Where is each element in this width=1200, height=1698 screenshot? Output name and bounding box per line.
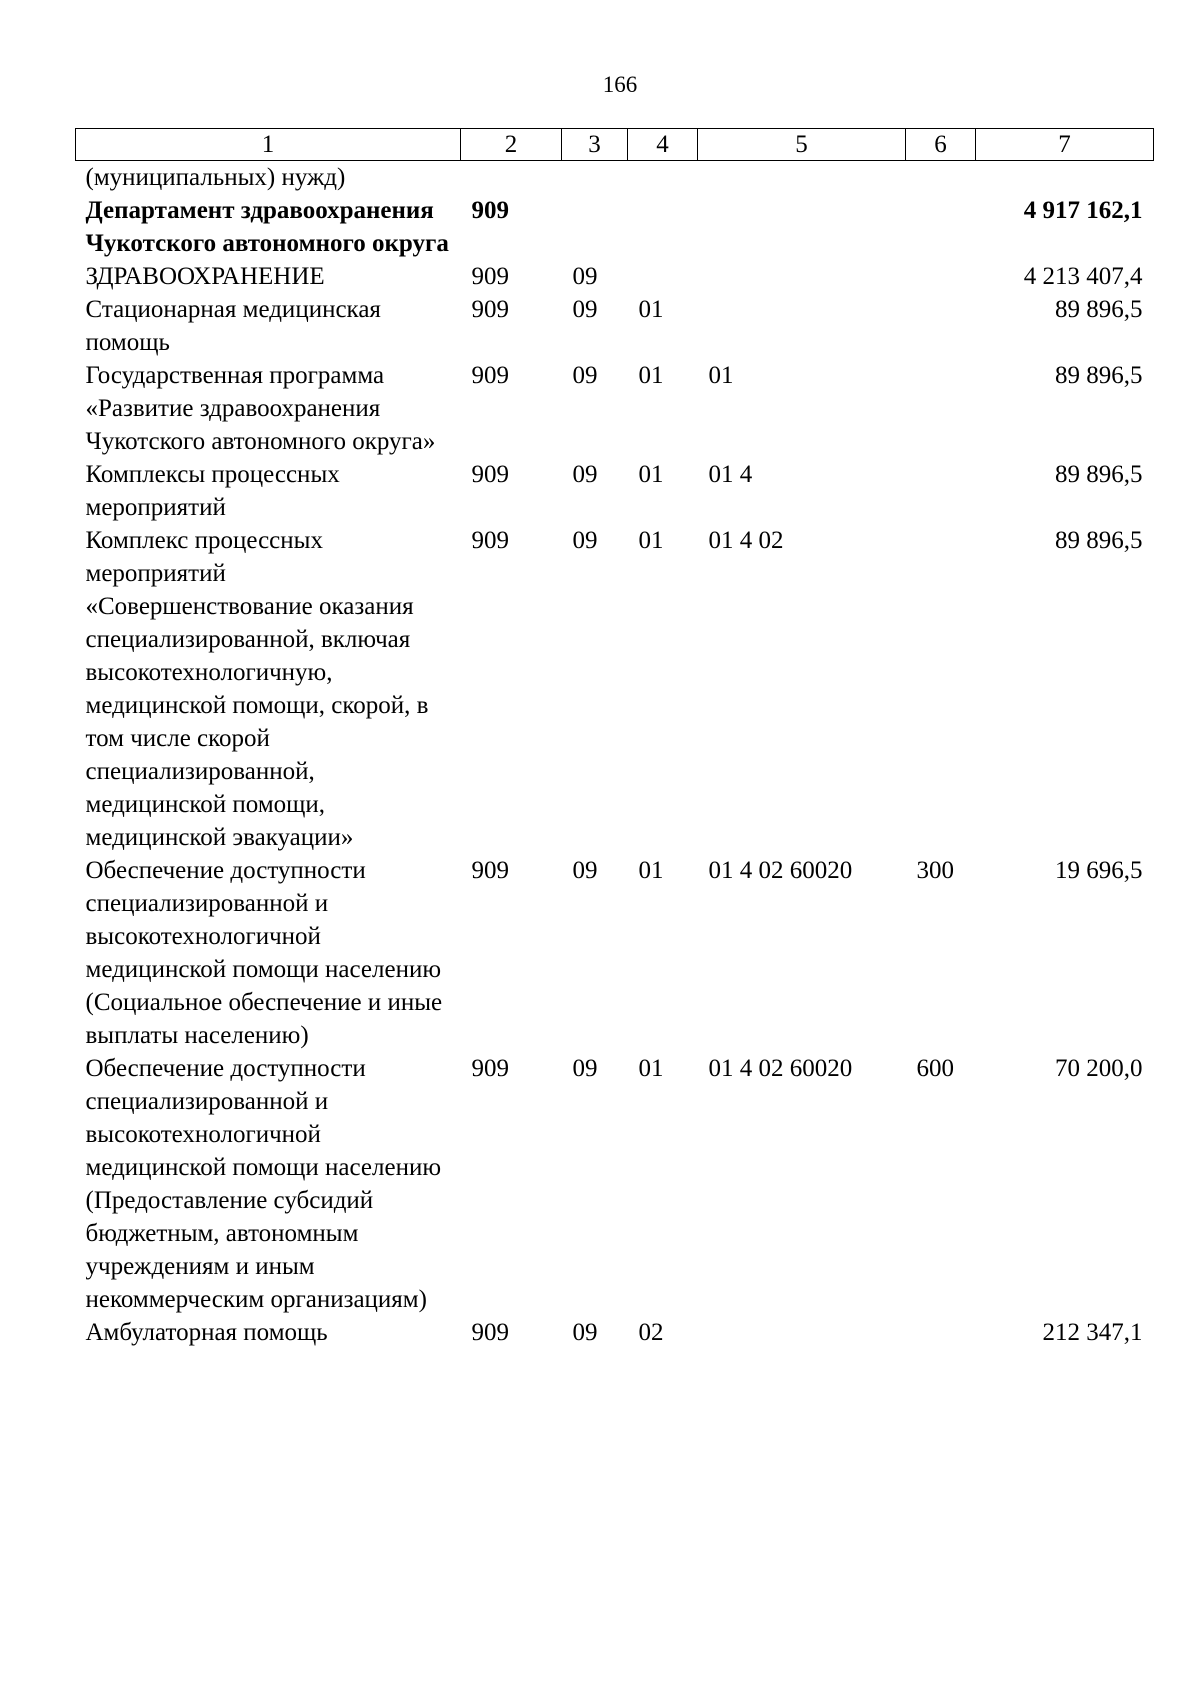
row-admin-code-cell: 909: [471, 263, 509, 290]
table-row: [76, 293, 1154, 359]
row-section-cell: 09: [572, 857, 598, 884]
row-amount-cell: 212 347,1: [1042, 1319, 1143, 1346]
row-amount-cell: 89 896,5: [1055, 527, 1143, 554]
row-expense-type-cell: [906, 359, 976, 458]
row-amount-cell: [976, 161, 1154, 195]
row-target-article-cell: 01 4 02: [708, 527, 784, 554]
table-row: [76, 194, 1154, 260]
table-body: [76, 161, 1154, 1350]
row-admin-code-cell: 909: [471, 527, 509, 554]
row-subsection-cell: 01: [638, 857, 664, 884]
row-target-article-cell: 01: [708, 362, 734, 389]
row-subsection-cell: 01: [638, 296, 664, 323]
row-section-cell: [562, 161, 628, 195]
row-name-cell: (муниципальных) нужд): [85, 164, 346, 191]
row-subsection-cell: 01: [638, 461, 664, 488]
row-expense-type-cell: 300: [916, 857, 954, 884]
row-section-cell: 09: [572, 1319, 598, 1346]
column-header-7: 7: [976, 129, 1154, 161]
row-expense-type-cell: [906, 194, 976, 260]
row-name-cell: Стационарная медицинская помощь: [85, 296, 381, 356]
row-target-article-cell: [698, 293, 906, 359]
column-header-1: 1: [76, 129, 461, 161]
row-name-cell: Обеспечение доступности специализированной и высокотехнологичной медицинской помощи населению (Предоставление субсидий бюджетным, автономным учреждениям и иным некоммерческим организациям): [85, 1055, 442, 1313]
row-subsection-cell: [628, 260, 698, 293]
row-target-article-cell: [698, 260, 906, 293]
column-header-3: 3: [562, 129, 628, 161]
row-admin-code-cell: 909: [471, 197, 509, 224]
row-section-cell: 09: [572, 527, 598, 554]
row-section-cell: 09: [572, 461, 598, 488]
table-row: [76, 854, 1154, 1052]
row-name-cell: Комплексы процессных мероприятий: [85, 461, 340, 521]
table-header-row: [76, 129, 1154, 161]
row-amount-cell: 89 896,5: [1055, 362, 1143, 389]
row-amount-cell: 89 896,5: [1055, 461, 1143, 488]
row-subsection-cell: [628, 194, 698, 260]
row-subsection-cell: 01: [638, 527, 664, 554]
row-expense-type-cell: [906, 1316, 976, 1349]
row-section-cell: 09: [572, 1055, 598, 1082]
row-name-cell: Обеспечение доступности специализированной и высокотехнологичной медицинской помощи населению (Социальное обеспечение и иные выплаты населению): [85, 857, 443, 1049]
row-name-cell: Комплекс процессных мероприятий «Совершенствование оказания специализированной, включая высокотехнологичную, медицинской помощи, скорой, в том числе скорой специализированной, медицинской помощи, медицинской эвакуации»: [85, 527, 429, 851]
row-expense-type-cell: [906, 260, 976, 293]
column-header-4: 4: [628, 129, 698, 161]
table-row: [76, 161, 1154, 195]
row-subsection-cell: [628, 161, 698, 195]
row-subsection-cell: 02: [638, 1319, 664, 1346]
row-subsection-cell: 01: [638, 1055, 664, 1082]
row-expense-type-cell: [906, 293, 976, 359]
row-target-article-cell: 01 4 02 60020: [708, 857, 853, 884]
row-admin-code-cell: [461, 161, 562, 195]
table-row: [76, 524, 1154, 854]
row-admin-code-cell: 909: [471, 1055, 509, 1082]
row-name-cell: Департамент здравоохранения Чукотского автономного округа: [85, 197, 449, 257]
budget-table: [75, 128, 1154, 1349]
table-row: [76, 1316, 1154, 1349]
row-expense-type-cell: [906, 161, 976, 195]
table-row: [76, 260, 1154, 293]
row-name-cell: Амбулаторная помощь: [85, 1319, 328, 1346]
column-header-6: 6: [906, 129, 976, 161]
row-target-article-cell: [698, 161, 906, 195]
row-expense-type-cell: [906, 524, 976, 854]
row-admin-code-cell: 909: [471, 461, 509, 488]
column-header-5: 5: [698, 129, 906, 161]
row-section-cell: [562, 194, 628, 260]
row-admin-code-cell: 909: [471, 1319, 509, 1346]
row-target-article-cell: [698, 194, 906, 260]
row-amount-cell: 4 213 407,4: [1023, 263, 1143, 290]
row-admin-code-cell: 909: [471, 857, 509, 884]
row-amount-cell: 70 200,0: [1055, 1055, 1143, 1082]
row-admin-code-cell: 909: [471, 296, 509, 323]
column-header-2: 2: [461, 129, 562, 161]
row-name-cell: Государственная программа «Развитие здравоохранения Чукотского автономного округа»: [85, 362, 436, 455]
table-row: [76, 359, 1154, 458]
row-amount-cell: 19 696,5: [1055, 857, 1143, 884]
row-subsection-cell: 01: [638, 362, 664, 389]
row-expense-type-cell: [906, 458, 976, 524]
row-target-article-cell: [698, 1316, 906, 1349]
row-amount-cell: 89 896,5: [1055, 296, 1143, 323]
page-number: 166: [602, 72, 638, 97]
row-target-article-cell: 01 4 02 60020: [708, 1055, 853, 1082]
row-name-cell: ЗДРАВООХРАНЕНИЕ: [85, 263, 325, 290]
row-target-article-cell: 01 4: [708, 461, 753, 488]
row-section-cell: 09: [572, 362, 598, 389]
row-admin-code-cell: 909: [471, 362, 509, 389]
table-row: [76, 1052, 1154, 1316]
row-amount-cell: 4 917 162,1: [1023, 197, 1143, 224]
row-section-cell: 09: [572, 296, 598, 323]
row-expense-type-cell: 600: [916, 1055, 954, 1082]
row-section-cell: 09: [572, 263, 598, 290]
table-row: [76, 458, 1154, 524]
